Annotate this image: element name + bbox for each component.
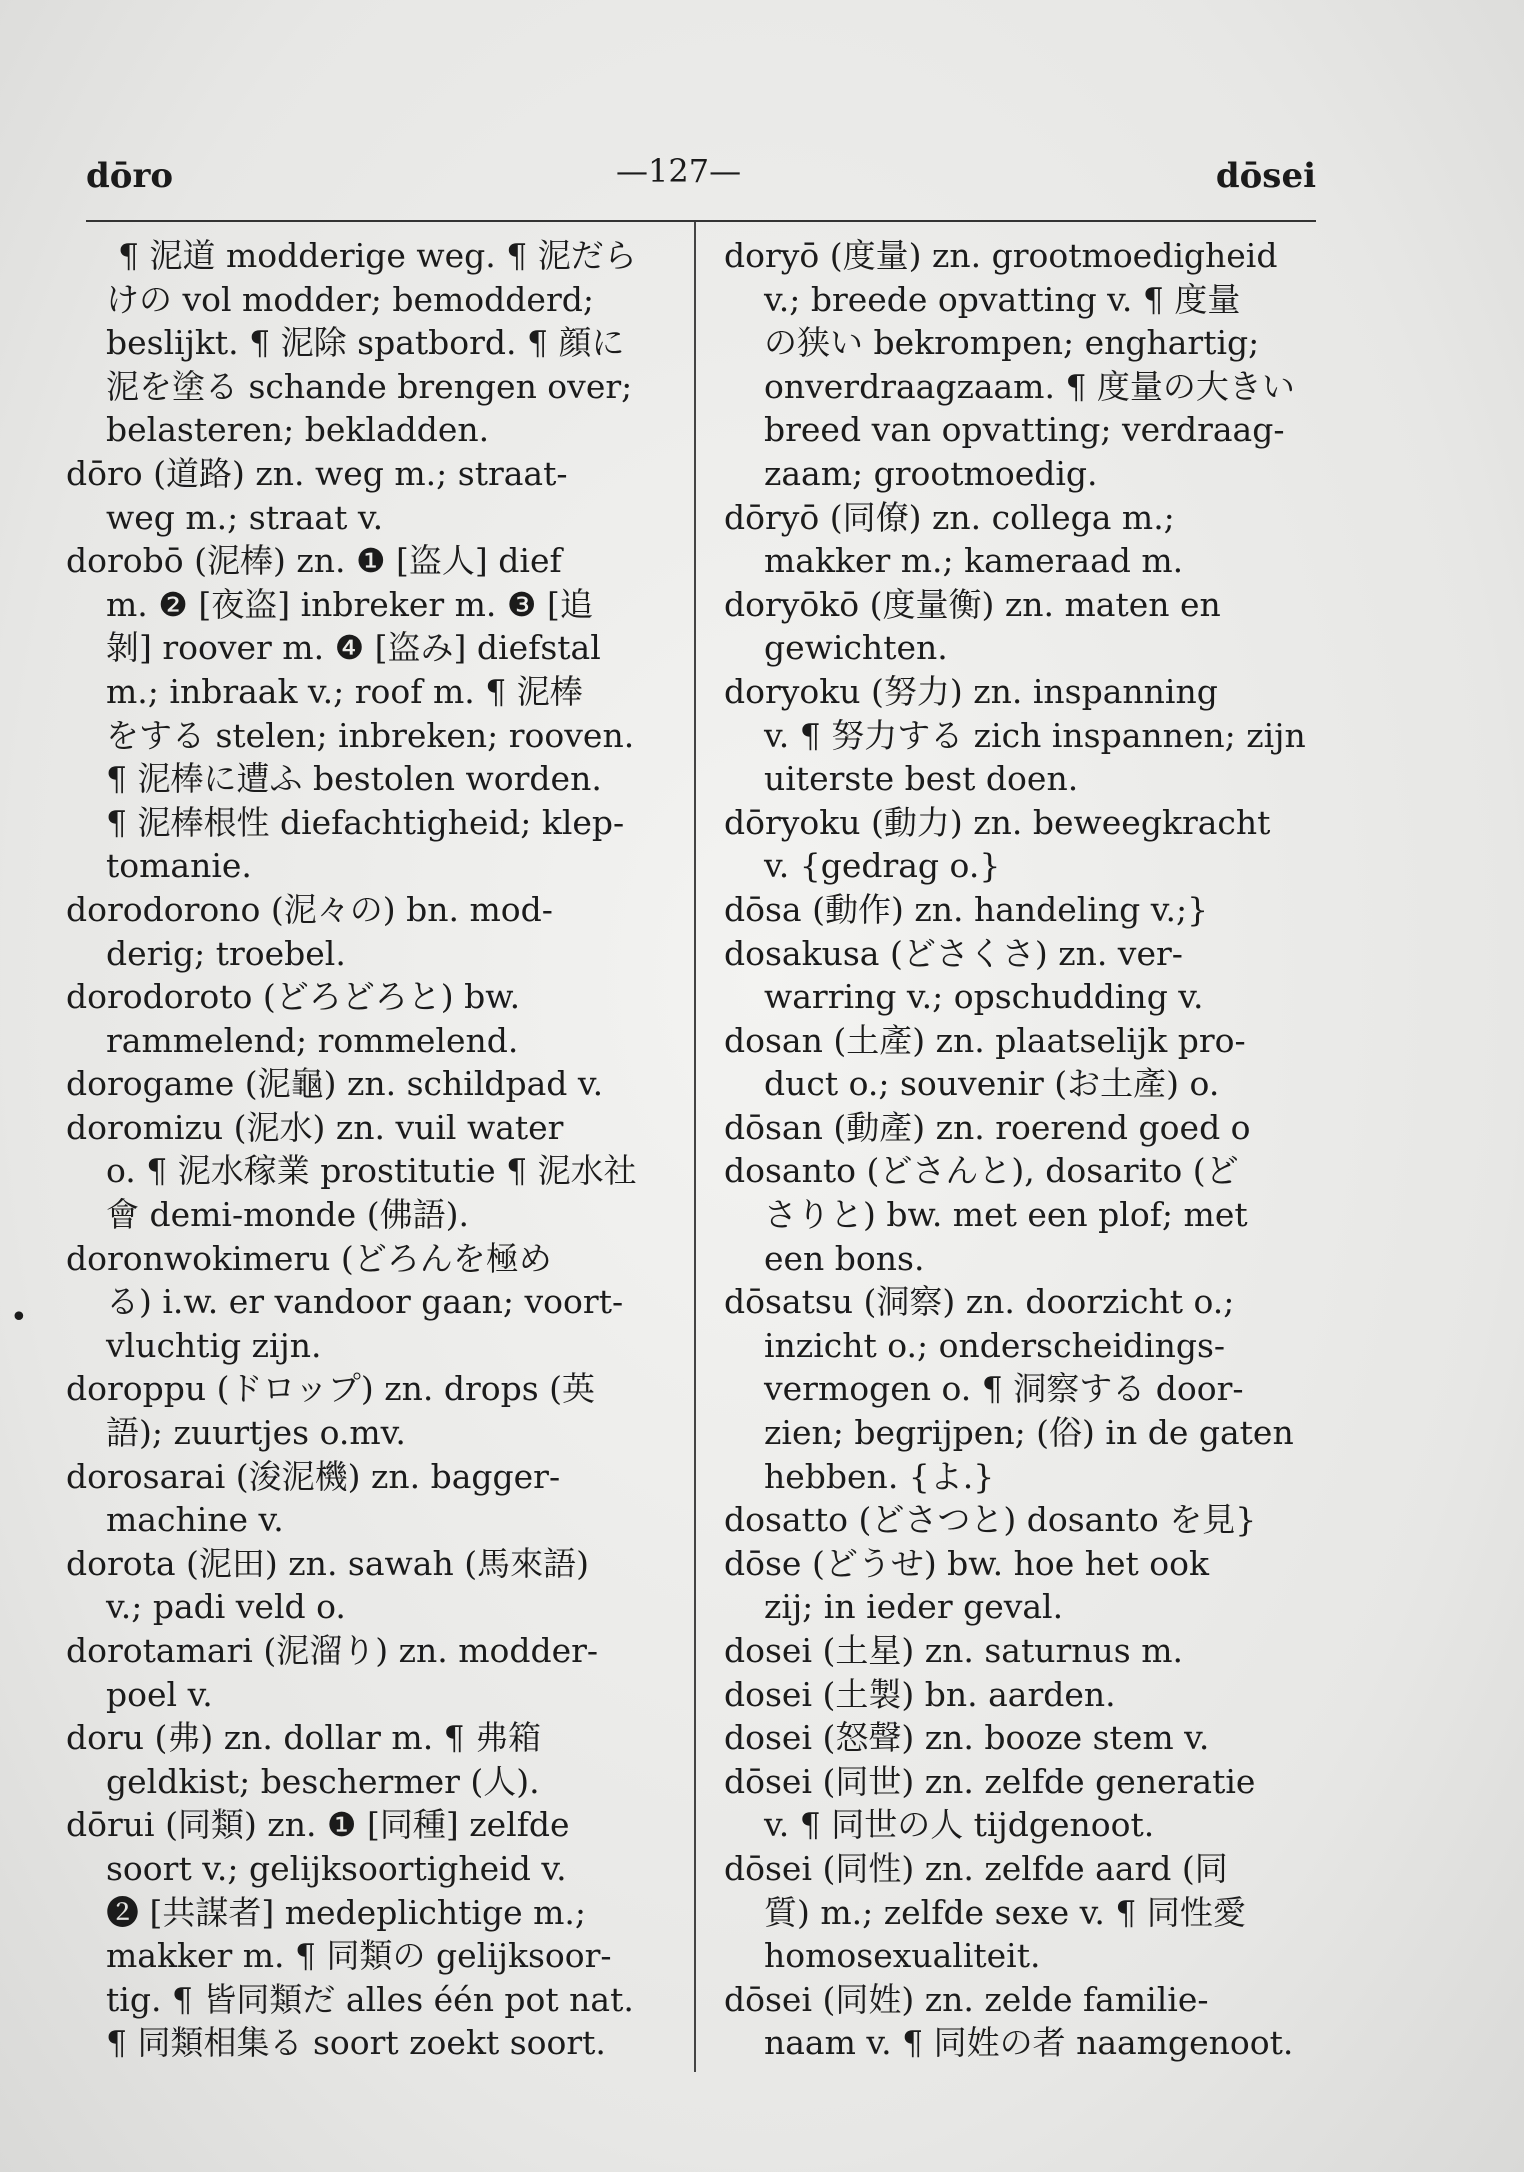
dictionary-entry: [66, 1455, 676, 1542]
entry-first-line: dōryoku (動力) zn. beweegkracht: [724, 802, 1271, 842]
dictionary-entry: [724, 1716, 1336, 1760]
left-column: [66, 234, 676, 2065]
entry-continuation-line: een bons.: [764, 1238, 925, 1278]
dictionary-entry: [66, 539, 676, 888]
entry-continuation-line: ❷ [共謀者] medeplichtige m.;: [106, 1892, 587, 1932]
dictionary-entry: [66, 975, 676, 1062]
entry-first-line: dorogame (泥龜) zn. schildpad v.: [66, 1064, 604, 1104]
entry-continuation-line: homosexualiteit.: [764, 1936, 1041, 1976]
entry-continuation-line: る) i.w. er vandoor gaan; voort-: [106, 1282, 624, 1322]
entry-first-line: dorota (泥田) zn. sawah (馬來語): [66, 1543, 589, 1583]
entry-continuation-line: さりと) bw. met een plof; met: [764, 1195, 1248, 1235]
entry-first-line: doryōkō (度量衡) zn. maten en: [724, 584, 1221, 624]
entry-continuation-line: vermogen o. ¶ 洞察する door-: [764, 1369, 1244, 1409]
entry-continuation-line: v.; breede opvatting v. ¶ 度量: [764, 279, 1241, 319]
dictionary-entry: [724, 1847, 1336, 1978]
entry-first-line: dōsa (動作) zn. handeling v.;}: [724, 889, 1209, 929]
entry-continuation-line: 剝] roover m. ❹ [盗み] diefstal: [106, 628, 601, 668]
dictionary-entry: [724, 583, 1336, 670]
entry-first-line: dōsei (同性) zn. zelfde aard (同: [724, 1848, 1228, 1888]
entry-continuation-line: poel v.: [106, 1674, 213, 1714]
entry-continuation-line: m. ❷ [夜盗] inbreker m. ❸ [追: [106, 584, 593, 624]
entry-first-line: dosei (怒聲) zn. booze stem v.: [724, 1718, 1210, 1758]
margin-mark: •: [10, 1300, 28, 1335]
entry-first-line: dōsan (動產) zn. roerend goed o: [724, 1107, 1251, 1147]
entry-continuation-line: derig; troebel.: [106, 933, 346, 973]
entry-continuation-line: machine v.: [106, 1500, 284, 1540]
entry-continuation-line: v. {gedrag o.}: [764, 846, 1001, 886]
entry-continuation-line: zaam; grootmoedig.: [764, 453, 1098, 493]
entry-first-line: dorobō (泥棒) zn. ❶ [盗人] dief: [66, 541, 562, 581]
entry-continuation-line: v. ¶ 同世の人 tijdgenoot.: [764, 1805, 1155, 1845]
entry-first-line: dorosarai (浚泥機) zn. bagger-: [66, 1456, 561, 1496]
entry-continuation-line: ¶ 泥棒に遭ふ bestolen worden.: [106, 759, 602, 799]
entry-continuation-line: けの vol modder; bemodderd;: [106, 279, 594, 319]
dictionary-entry: [724, 1149, 1336, 1280]
entry-continuation-line: o. ¶ 泥水稼業 prostitutie ¶ 泥水社: [106, 1151, 637, 1191]
entry-first-line: dōse (どうせ) bw. hoe het ook: [724, 1543, 1210, 1583]
entry-continuation-line: ¶ 泥棒根性 diefachtigheid; klep-: [106, 802, 625, 842]
entry-continuation-line: の狭い bekrompen; enghartig;: [764, 323, 1260, 363]
entry-first-line: doryoku (努力) zn. inspanning: [724, 671, 1218, 711]
entry-first-line: dōsei (同世) zn. zelfde generatie: [724, 1761, 1256, 1801]
entry-continuation-line: breed van opvatting; verdraag-: [764, 410, 1285, 450]
dictionary-entry: [724, 1542, 1336, 1629]
entry-first-line: doroppu (ドロップ) zn. drops (英: [66, 1369, 596, 1409]
entry-first-line: dōryō (同僚) zn. collega m.;: [724, 497, 1175, 537]
dictionary-entry: [724, 888, 1336, 932]
entry-first-line: dosatto (どさつと) dosanto を見}: [724, 1500, 1257, 1540]
dictionary-entry: [724, 1673, 1336, 1717]
entry-continuation-line: naam v. ¶ 同姓の者 naamgenoot.: [764, 2023, 1294, 2063]
entry-first-line: dosakusa (どさくさ) zn. ver-: [724, 933, 1183, 973]
dictionary-entry: [724, 1760, 1336, 1847]
page-number: —127—: [616, 152, 742, 190]
entry-continuation-line: soort v.; gelijksoortigheid v.: [106, 1848, 567, 1888]
dictionary-entry: [66, 1542, 676, 1629]
entry-continuation-line: tomanie.: [106, 846, 252, 886]
dictionary-entry: [66, 1237, 676, 1368]
entry-continuation-line: belasteren; bekladden.: [106, 410, 490, 450]
dictionary-entry: [724, 234, 1336, 496]
dictionary-entry: [724, 496, 1336, 583]
entry-continuation-line: rammelend; rommelend.: [106, 1020, 519, 1060]
entry-continuation-line: vluchtig zijn.: [106, 1325, 322, 1365]
dictionary-entry: [724, 1106, 1336, 1150]
dictionary-entry: [66, 888, 676, 975]
entry-continuation-line: geldkist; beschermer (人).: [106, 1761, 540, 1801]
entry-continuation-line: gewichten.: [764, 628, 948, 668]
entry-continuation-line: uiterste best doen.: [764, 759, 1079, 799]
entry-first-line: dōrui (同類) zn. ❶ [同種] zelfde: [66, 1805, 570, 1845]
entry-continuation-line: 質) m.; zelfde sexe v. ¶ 同性愛: [764, 1892, 1246, 1932]
entry-first-line: doronwokimeru (どろんを極め: [66, 1238, 552, 1278]
entry-continuation-line: beslijkt. ¶ 泥除 spatbord. ¶ 顔に: [106, 323, 625, 363]
entry-continuation-line: hebben. {よ.}: [764, 1456, 995, 1496]
entry-continuation-line: weg m.; straat v.: [106, 497, 384, 537]
entry-first-line: doru (弗) zn. dollar m. ¶ 弗箱: [66, 1718, 542, 1758]
header-left-guide-word: dōro: [86, 156, 174, 196]
entry-continuation-line: zij; in ieder geval.: [764, 1587, 1064, 1627]
entry-continuation-line: m.; inbraak v.; roof m. ¶ 泥棒: [106, 671, 583, 711]
entry-first-line: dorotamari (泥溜り) zn. modder-: [66, 1631, 599, 1670]
dictionary-entry: [66, 1062, 676, 1106]
header-right-guide-word: dōsei: [1215, 156, 1316, 196]
right-column: [724, 234, 1336, 2065]
entry-continuation-line: makker m. ¶ 同類の gelijksoor-: [106, 1936, 612, 1976]
entry-first-line: dōsei (同姓) zn. zelde familie-: [724, 1979, 1209, 2019]
entry-continuation-line: 會 demi-monde (佛語).: [106, 1195, 469, 1235]
column-divider: [694, 222, 696, 2072]
dictionary-entry: [724, 932, 1336, 1019]
entry-continuation-line: tig. ¶ 皆同類だ alles één pot nat.: [106, 1979, 634, 2019]
dictionary-entry: [66, 452, 676, 539]
entry-first-line: dosanto (どさんと), dosarito (ど: [724, 1151, 1239, 1191]
dictionary-entry: [66, 1716, 676, 1803]
entry-continuation-line: makker m.; kameraad m.: [764, 541, 1184, 581]
dictionary-entry: [66, 234, 676, 452]
entry-first-line: doromizu (泥水) zn. vuil water: [66, 1107, 564, 1147]
entry-continuation-line: inzicht o.; onderscheidings-: [764, 1325, 1226, 1365]
entry-continuation-line: warring v.; opschudding v.: [764, 977, 1204, 1017]
dictionary-entry: [66, 1106, 676, 1237]
page-header: [86, 150, 1316, 222]
entry-continuation-line: zien; begrijpen; (俗) in de gaten: [764, 1413, 1294, 1453]
entry-continuation-line: 語); zuurtjes o.mv.: [106, 1413, 406, 1453]
entry-first-line: ¶ 泥道 modderige weg. ¶ 泥だら: [118, 236, 637, 275]
dictionary-entry: [66, 1367, 676, 1454]
entry-first-line: dorodoroto (どろどろと) bw.: [66, 977, 521, 1017]
entry-first-line: dosan (土產) zn. plaatselijk pro-: [724, 1020, 1246, 1060]
dictionary-entry: [724, 1629, 1336, 1673]
entry-continuation-line: onverdraagzaam. ¶ 度量の大きい: [764, 366, 1295, 406]
entry-continuation-line: ¶ 同類相集る soort zoekt soort.: [106, 2023, 606, 2063]
dictionary-entry: [724, 1978, 1336, 2065]
entry-continuation-line: v.; padi veld o.: [106, 1587, 346, 1627]
dictionary-entry: [724, 670, 1336, 801]
entry-first-line: dosei (土製) bn. aarden.: [724, 1674, 1116, 1714]
dictionary-entry: [66, 1629, 676, 1716]
entry-first-line: dosei (土星) zn. saturnus m.: [724, 1631, 1183, 1670]
entry-first-line: doryō (度量) zn. grootmoedigheid: [724, 236, 1278, 275]
dictionary-entry: [724, 1280, 1336, 1498]
entry-continuation-line: 泥を塗る schande brengen over;: [106, 366, 633, 406]
entry-first-line: dorodorono (泥々の) bn. mod-: [66, 889, 553, 929]
dictionary-entry: [66, 1803, 676, 2065]
entry-first-line: dōsatsu (洞察) zn. doorzicht o.;: [724, 1282, 1235, 1322]
dictionary-entry: [724, 801, 1336, 888]
entry-first-line: dōro (道路) zn. weg m.; straat-: [66, 453, 568, 493]
dictionary-entry: [724, 1019, 1336, 1106]
entry-continuation-line: duct o.; souvenir (お土產) o.: [764, 1064, 1220, 1104]
entry-continuation-line: v. ¶ 努力する zich inspannen; zijn: [764, 715, 1306, 755]
entry-continuation-line: をする stelen; inbreken; rooven.: [106, 715, 635, 755]
dictionary-entry: [724, 1498, 1336, 1542]
